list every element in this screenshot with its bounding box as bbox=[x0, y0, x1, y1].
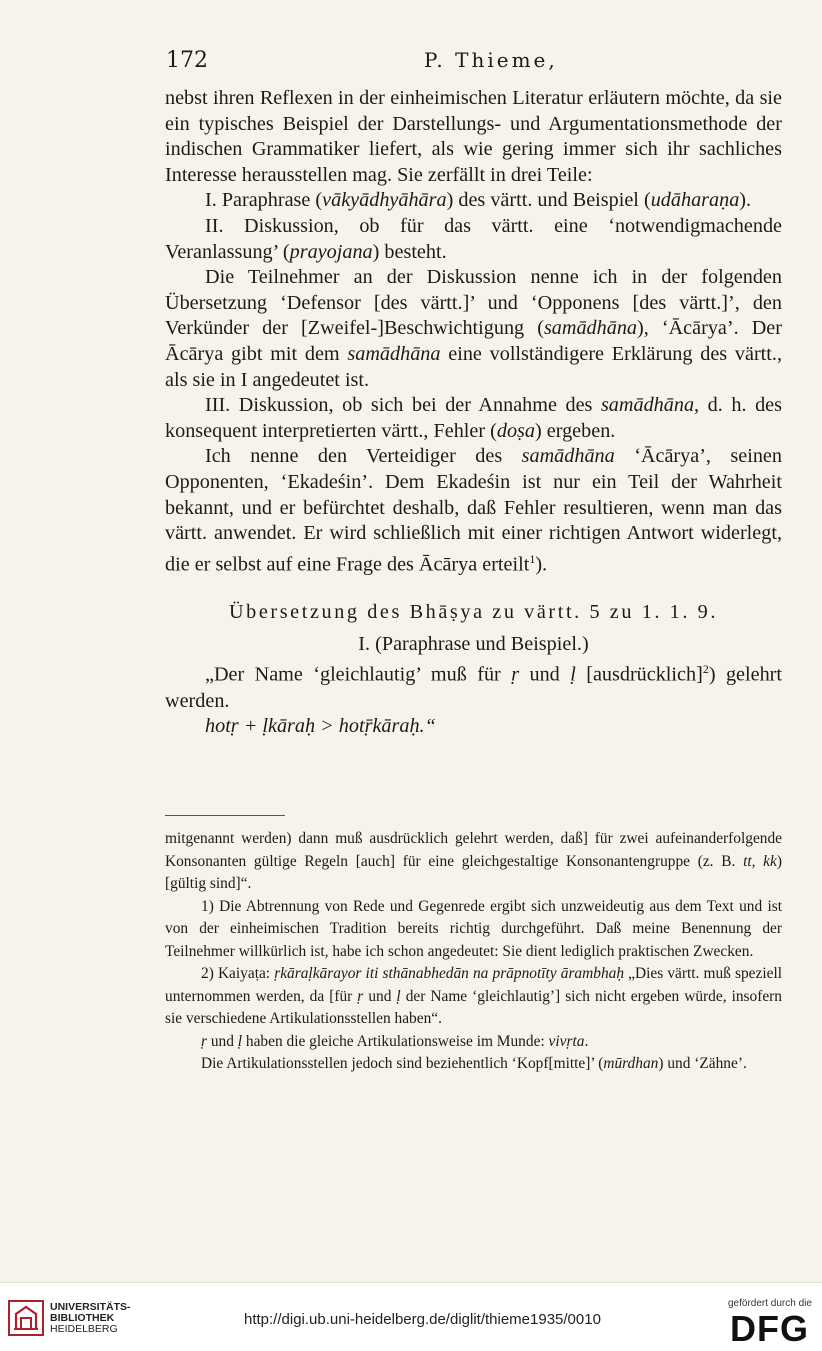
page-number: 172 bbox=[166, 48, 208, 73]
university-library-logo-icon[interactable] bbox=[8, 1300, 44, 1336]
running-title: P. Thieme, bbox=[424, 48, 558, 72]
example-formula: hotṛ + ḷkāraḥ > hotṝkāraḥ.“ bbox=[205, 715, 436, 738]
list-item-discussion-prayojana: II. Diskussion, ob für das värtt. eine ‘notwendigmachende Veranlassung’ (prayojana) besteht. bbox=[165, 214, 782, 263]
library-name[interactable]: UNIVERSITÄTS- BIBLIOTHEK HEIDELBERG bbox=[50, 1301, 131, 1335]
footnote-ref-1: 1 bbox=[529, 551, 536, 566]
viewer-footer bbox=[0, 1282, 822, 1351]
footnote-2: 2) Kaiyaṭa: ṛkāraḷkārayor iti sthānabhedān na prāpnotīty ārambhaḥ „Dies värtt. muß speziell unternommen werden, da [für ṛ und ḷ der Name ‘gleichlautig’] sich nicht ergeben würde, insofern sie verschiedene Artikulationsstellen haben“. bbox=[165, 965, 782, 1027]
paragraph-participants: Die Teilnehmer an der Diskussion nenne ich in der folgenden Übersetzung ‘Defensor [des värtt.]’ und ‘Opponens [des värtt.]’, den Verkünder der [Zweifel-]Beschwichtigung (samādhāna), ‘Ācārya’. Der Ācārya gibt mit dem samādhāna eine vollständigere Erklärung des värtt., als sie in I angedeutet ist. bbox=[165, 266, 782, 391]
subsection-heading: I. (Paraphrase und Beispiel.) bbox=[358, 632, 589, 655]
paragraph-acarya: Ich nenne den Verteidiger des samādhāna ‘Ācārya’, seinen Opponenten, ‘Ekadeśin’. Dem Ekadeśin ist nur ein Teil der Wahrheit bekannt, und er befürchtet deshalb, daß Fehler resultieren, wenn man das värtt. anwendet. Er wird schließlich mit einer richtigen Antwort widerlegt, die er selbst auf eine Frage des Ācārya erteilt$^1$). bbox=[165, 445, 782, 576]
list-item-paraphrase: I. Paraphrase (vākyādhyāhāra) des värtt. und Beispiel (udāharaṇa). bbox=[205, 189, 752, 212]
footnote-1: 1) Die Abtrennung von Rede und Gegenrede ergibt sich unzweideutig aus dem Text und ist von der einheimischen Tradition bereits richtig durchgeführt. Daß meine Benennung der Teilnehmer willkürlich ist, habe ich schon angedeutet: Sie dient lediglich praktischen Zwecken. bbox=[165, 897, 782, 960]
funder-caption: gefördert durch die bbox=[728, 1298, 812, 1309]
dfg-logo[interactable]: DFG bbox=[730, 1308, 809, 1349]
footnote-ref-2: 2 bbox=[702, 662, 709, 677]
permalink[interactable]: http://digi.ub.uni-heidelberg.de/diglit/thieme1935/0010 bbox=[244, 1311, 601, 1328]
footnotes bbox=[165, 828, 782, 1076]
list-item-discussion-dosa: III. Diskussion, ob sich bei der Annahme des samādhāna, d. h. des konsequent interpretierten värtt., Fehler (doṣa) ergeben. bbox=[165, 394, 782, 442]
footnote-divider bbox=[165, 815, 285, 816]
quotation: „Der Name ‘gleichlautig’ muß für ṛ und ḷ [ausdrücklich]$^2$) gelehrt werden. bbox=[165, 662, 783, 712]
footnote-2-places: Die Artikulationsstellen jedoch sind beziehentlich ‘Kopf[mitte]’ (mūrdhan) und ‘Zähne’. bbox=[201, 1055, 747, 1072]
section-heading: Übersetzung des Bhāṣya zu värtt. 5 zu 1. 1. 9. bbox=[228, 601, 719, 624]
main-text bbox=[165, 86, 782, 740]
footnote-continued: mitgenannt werden) dann muß ausdrücklich gelehrt werden, daß] für zwei aufeinanderfolgende Konsonanten gültige Regeln [auch] für eine gleichgestaltige Konsonantengruppe (z. B. tt, kk) [gültig sind]“. bbox=[165, 830, 782, 892]
paragraph-intro: nebst ihren Reflexen in der einheimischen Literatur erläutern möchte, da sie ein typisches Beispiel der Darstellungs- und Argumentationsmethode der indischen Grammatiker liefert, als wie gering immer sich ihr sachliches Interesse herausstellen mag. Sie zerfällt in drei Teile: bbox=[165, 87, 782, 186]
footnote-2-articulation: ṛ und ḷ haben die gleiche Artikulationsweise im Munde: vivṛta. bbox=[201, 1032, 589, 1050]
